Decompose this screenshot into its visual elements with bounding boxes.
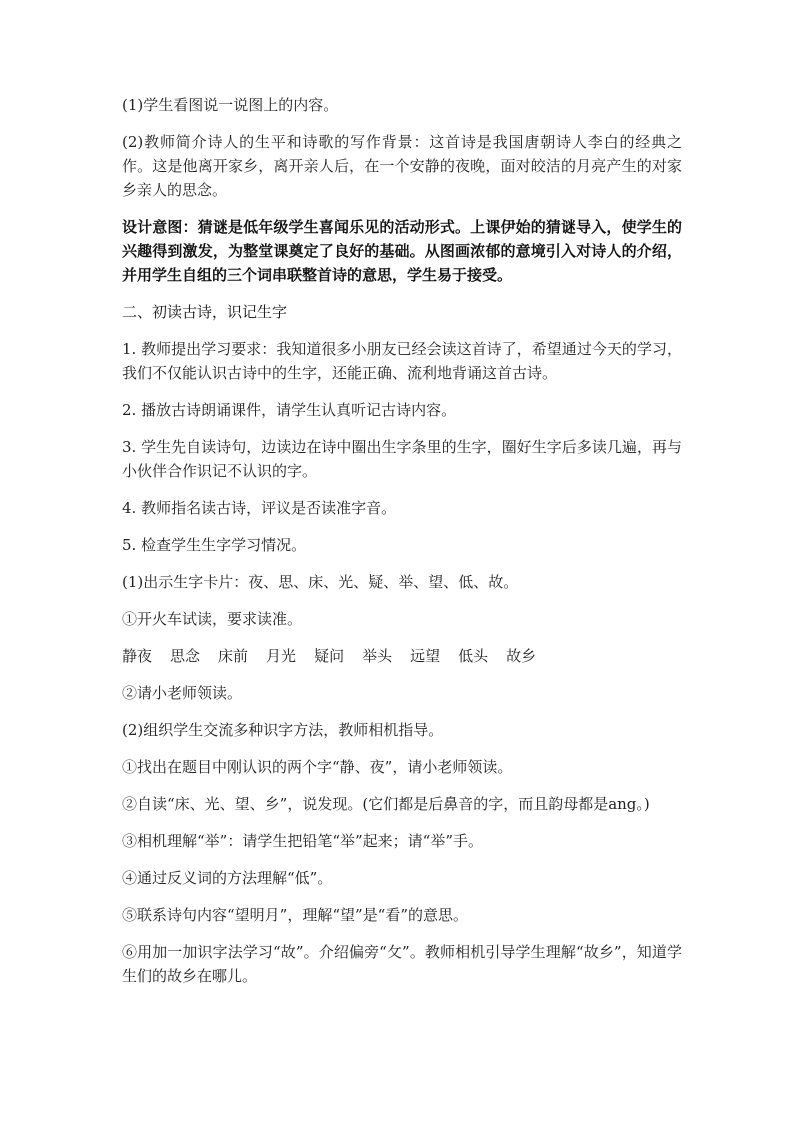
design-intent-paragraph: 设计意图：猜谜是低年级学生喜闻乐见的活动形式。上课伊始的猜谜导入，使学生的兴趣得到激发，为整堂课奠定了良好的基础。从图画浓郁的意境引入对诗人的介绍，并用学生自组的三个词串联整首诗的意思，学生易于接受。	[122, 218, 682, 284]
section-heading: 二、初读古诗，识记生字	[122, 303, 288, 321]
paragraph-18: ④通过反义词的方法理解“低”。	[122, 869, 333, 887]
word-item: 月光	[266, 647, 297, 665]
paragraph-17: ③相机理解“举”：请学生把铅笔“举”起来；请“举”手。	[122, 832, 484, 850]
paragraph-5: 1. 教师提出学习要求：我知道很多小朋友已经会读这首诗了，希望通过今天的学习，我们不仅能认识古诗中的生字，还能正确、流利地背诵这首古诗。	[122, 340, 682, 382]
paragraph-16: ②自读“床、光、望、乡”，说发现。(它们都是后鼻音的字，而且韵母都是ang。)	[122, 795, 650, 813]
paragraph-19: ⑤联系诗句内容“望明月”，理解“望”是“看”的意思。	[122, 906, 469, 924]
paragraph-14: (2)组织学生交流多种识字方法，教师相机指导。	[122, 721, 444, 739]
word-item: 远望	[410, 647, 441, 665]
word-item: 举头	[362, 647, 393, 665]
paragraph-10: (1)出示生字卡片：夜、思、床、光、疑、举、望、低、故。	[122, 573, 519, 591]
paragraph-2: (2)教师简介诗人的生平和诗歌的写作背景：这首诗是我国唐朝诗人李白的经典之作。这是他离开家乡，离开亲人后，在一个安静的夜晚，面对皎洁的月亮产生的对家乡亲人的思念。	[122, 133, 682, 199]
word-item: 疑问	[314, 647, 345, 665]
word-item: 床前	[218, 647, 249, 665]
word-item: 故乡	[506, 647, 537, 665]
paragraph-8: 4. 教师指名读古诗，评议是否读准字音。	[122, 499, 397, 517]
word-list	[122, 644, 682, 668]
paragraph-7: 3. 学生先自读诗句，边读边在诗中圈出生字条里的生字，圈好生字后多读几遍，再与小伙伴合作识记不认识的字。	[122, 438, 682, 480]
paragraph-1: (1)学生看图说一说图上的内容。	[122, 96, 339, 114]
paragraph-9: 5. 检查学生生字学习情况。	[122, 536, 307, 554]
word-item: 低头	[458, 647, 489, 665]
word-item: 思念	[170, 647, 201, 665]
word-item: 静夜	[122, 647, 153, 665]
paragraph-13: ②请小老师领读。	[122, 684, 243, 702]
paragraph-20: ⑥用加一加识字法学习“故”。介绍偏旁“攵”。教师相机引导学生理解“故乡”，知道学生们的故乡在哪儿。	[122, 943, 682, 985]
paragraph-6: 2. 播放古诗朗诵课件，请学生认真听记古诗内容。	[122, 401, 457, 419]
paragraph-15: ①找出在题目中刚认识的两个字“静、夜”，请小老师领读。	[122, 758, 513, 776]
document-body	[122, 93, 682, 1001]
paragraph-11: ①开火车试读，要求读准。	[122, 610, 303, 628]
